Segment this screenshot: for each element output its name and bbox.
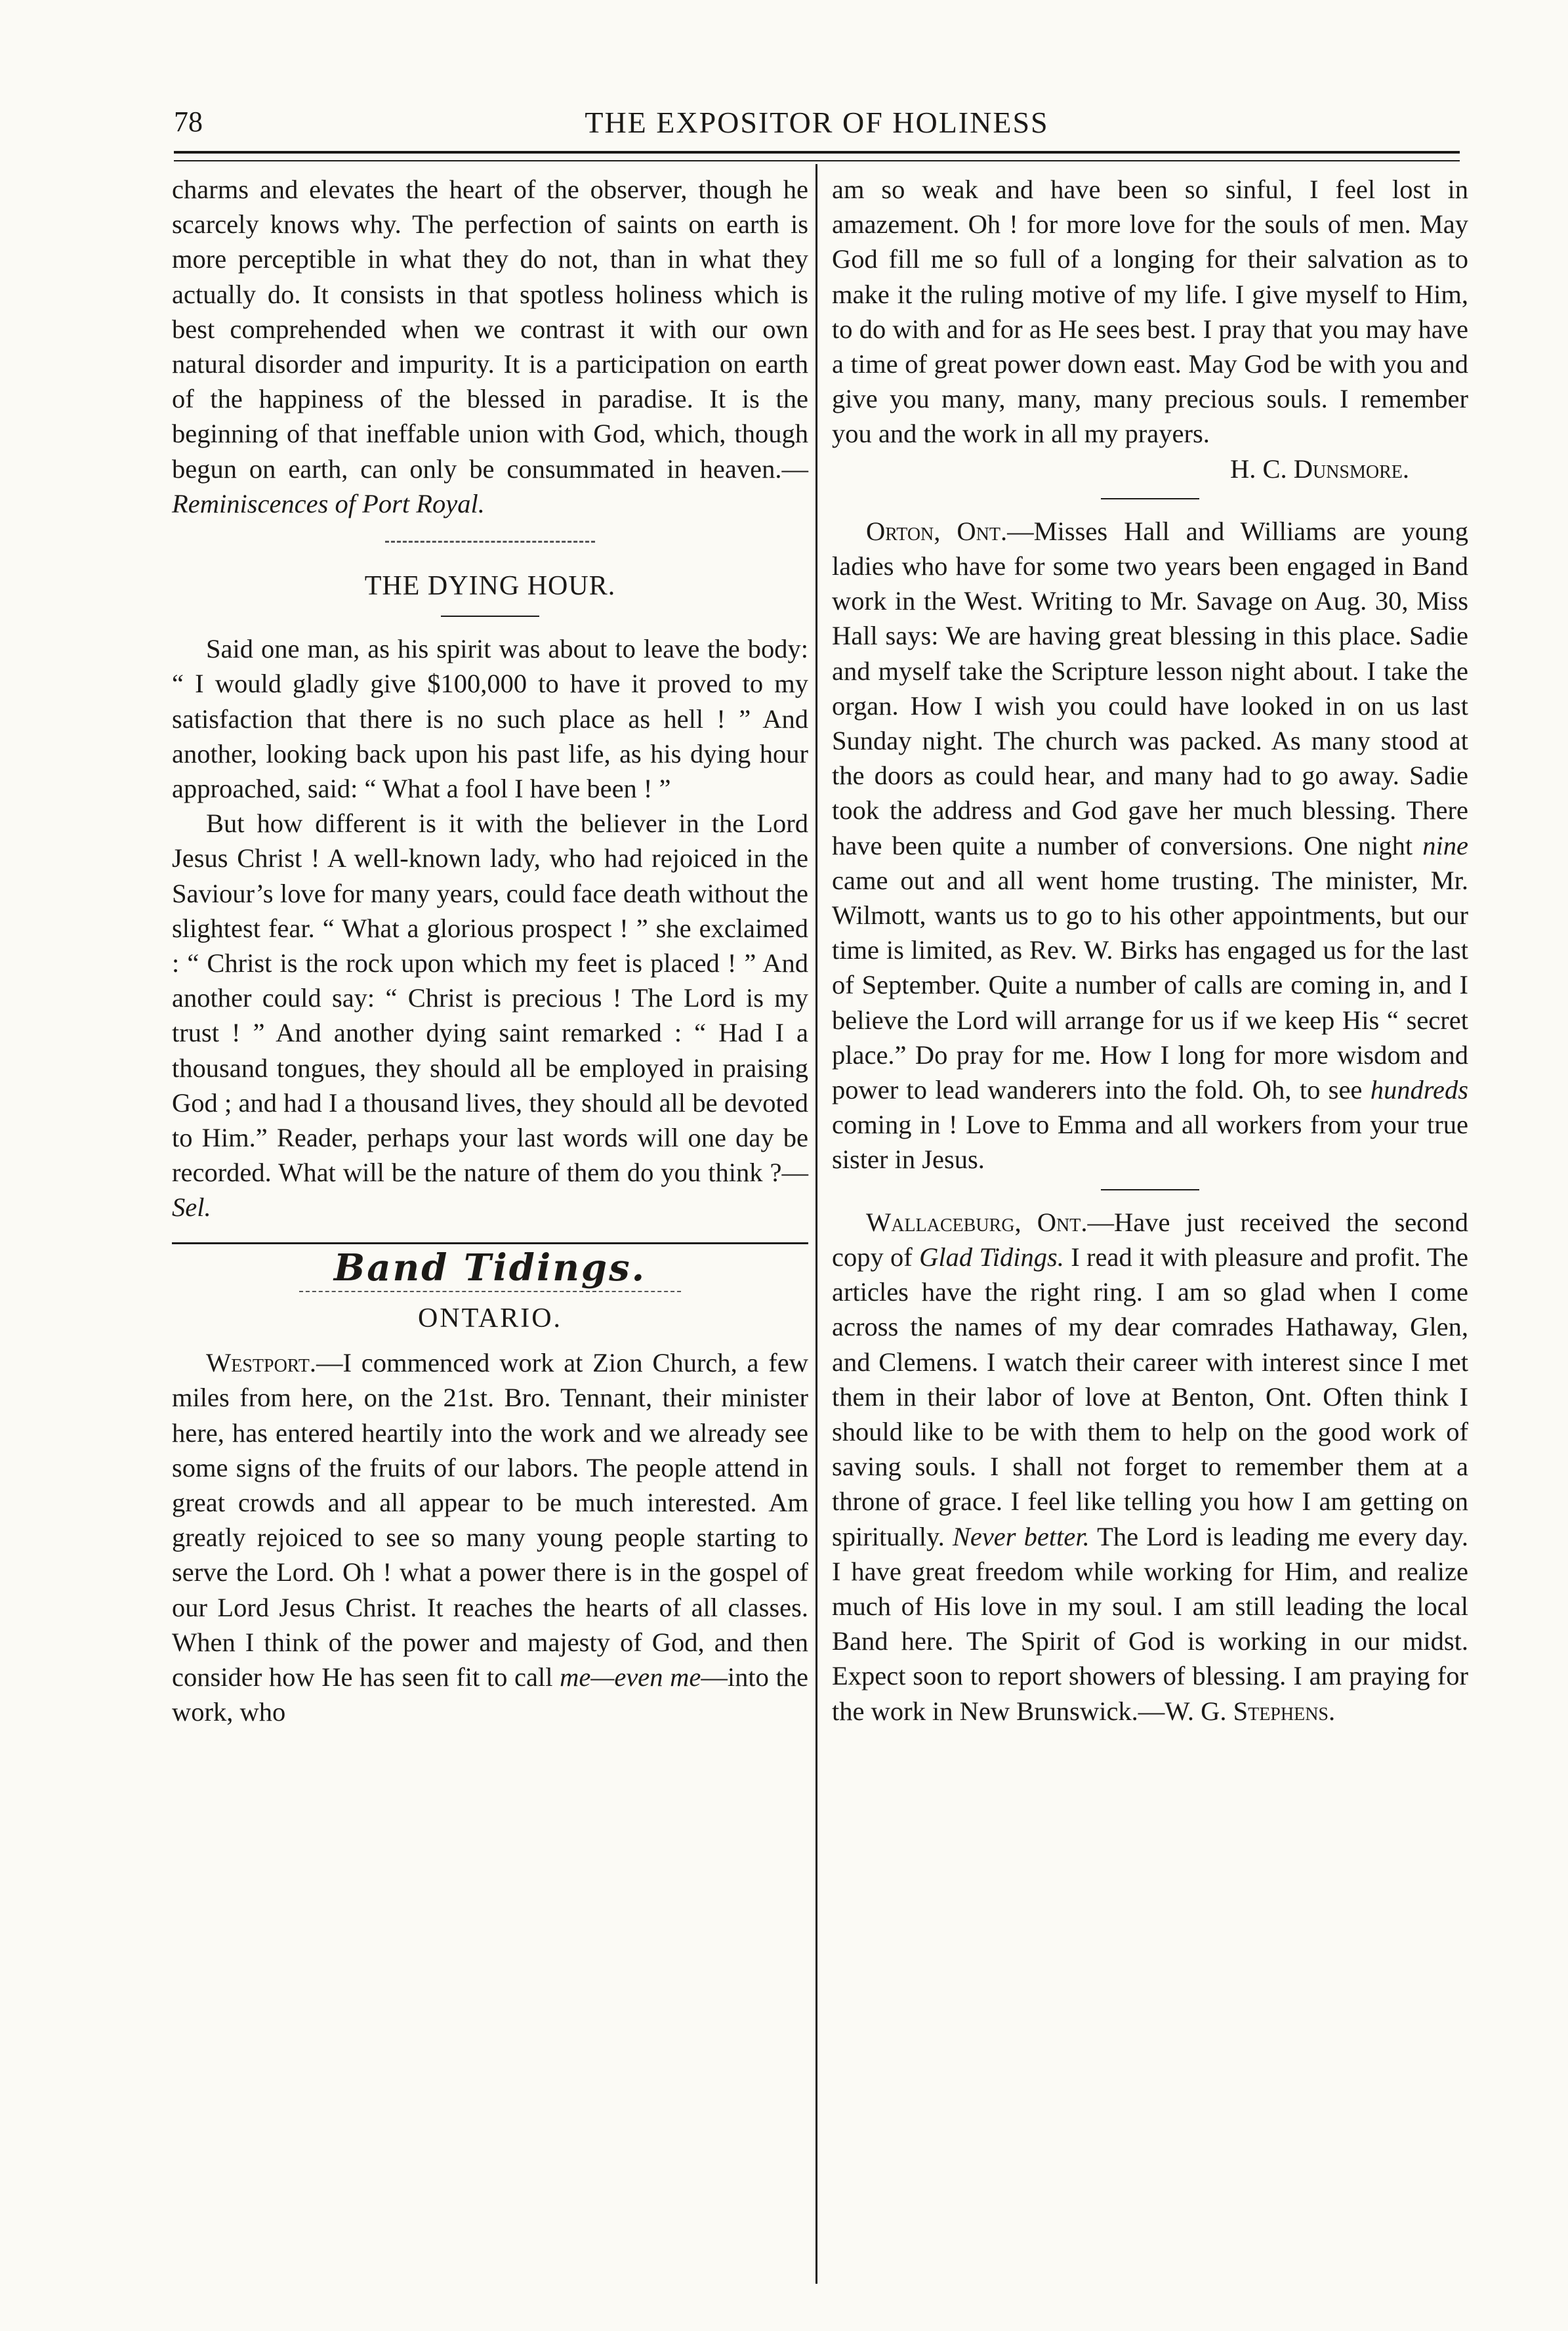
dying-hour-paragraph bbox=[172, 806, 808, 1225]
signature: H. C. Dunsmore. bbox=[1229, 453, 1409, 484]
report-text: —into the work, who bbox=[172, 1662, 809, 1727]
report-emphasis: me—even me bbox=[560, 1662, 701, 1692]
article-source: Reminiscences of Port Royal. bbox=[172, 488, 485, 518]
report-emphasis: Glad Tidings. bbox=[919, 1242, 1064, 1272]
report-emphasis: nine bbox=[1422, 830, 1468, 860]
letter-continuation: am so weak and have been so sinful, I feel lost in amazement. Oh ! for more love for the souls of men. May God fill me so full of a longing for their salvation as to make it the ruling motive of my life. I give myself to Him, to do with and for as He sees best. I pray that you may have a time of great power down east. May God be with you and give you many, many, many precious souls. I remember you and the work in all my prayers. bbox=[832, 175, 1468, 449]
column-divider bbox=[815, 164, 817, 2284]
page-number: 78 bbox=[174, 106, 203, 138]
section-rule bbox=[172, 1242, 808, 1244]
dying-hour-source: Sel. bbox=[172, 1192, 211, 1223]
report-place: Westport. bbox=[206, 1348, 317, 1378]
left-column bbox=[172, 172, 808, 1729]
report-text: —I commenced work at Zion Church, a few miles from here, on the 21st. Bro. Tennant, their minister here, has entered heartily into the work and we already see some signs of the fruits of our labors. The people attend in great crowds and all appear to be much interested. Am greatly rejoiced to see so many young people starting to serve the Lord. Oh ! what a power there is in the gospel of our Lord Jesus Christ. It reaches the hearts of all classes. When I think of the power and majesty of God, and then consider how He has seen fit to call bbox=[172, 1348, 808, 1692]
letter-rule bbox=[1101, 498, 1199, 499]
letter-rule bbox=[1101, 1189, 1199, 1190]
report-text: I read it with pleasure and profit. The articles have the right ring. I am so glad when I come across the names of my dear comrades Hathaway, Glen, and Clemens. I watch their career with interest since I met them in their labor of love at Benton, Ont. Often think I should like to be with them to help on the good work of saving souls. I shall not forget to remember them at a throne of grace. I feel like telling you how I am getting on spiritually. bbox=[832, 1242, 1468, 1551]
ontario-heading: ONTARIO. bbox=[417, 1303, 563, 1334]
westport-report bbox=[172, 1345, 808, 1729]
orton-report bbox=[832, 514, 1468, 1177]
dying-hour-text: But how different is it with the believer in the Lord Jesus Christ ! A well-known lady, who had rejoiced in the Saviour’s love for many years, could face death without the slightest fear. “ What a glorious prospect ! ” she exclaimed : “ Christ is the rock upon which my feet is placed ! ” And another could say: “ Christ is precious ! The Lord is my trust ! ” And another dying saint remarked : “ Had I a thousand tongues, they should all be employed in praising God ; and had I a thousand lives, they should all be devoted to Him.” Reader, perhaps your last words will one day be recorded. What will be the nature of them do you think ?— bbox=[172, 808, 808, 1188]
section-rule-thin bbox=[299, 1291, 681, 1292]
right-column bbox=[832, 172, 1468, 1729]
dying-hour-paragraph: Said one man, as his spirit was about to leave the body: “ I would gladly give $100,000 to have it proved to my satisfaction that there is no such place as hell ! ” And another, looking back upon his past life, as his dying hour approached, said: “ What a fool I have been ! ” bbox=[172, 634, 808, 804]
report-text: coming in ! Love to Emma and all workers from your true sister in Jesus. bbox=[832, 1110, 1468, 1175]
section-separator bbox=[385, 541, 595, 543]
page-header bbox=[174, 105, 1460, 151]
report-text: —Have just received the second copy of bbox=[832, 1207, 1468, 1272]
article-text: charms and elevates the heart of the observer, though he scarcely knows why. The perfection of saints on earth is more perceptible in what they do not, than in what they actually do. It consists in that spotless holiness which is best comprehended when we contrast it with our own natural disorder and impurity. It is a participation on earth of the happiness of the blessed in paradise. It is the beginning of that ineffable union with God, which, though begun on earth, can only be consummated in heaven.— bbox=[172, 175, 808, 484]
report-emphasis: Never better. bbox=[952, 1521, 1090, 1551]
band-tidings-heading: Band Tidings. bbox=[333, 1246, 647, 1290]
signature: W. G. Stephens. bbox=[1165, 1696, 1336, 1726]
report-emphasis: hundreds bbox=[1370, 1075, 1468, 1105]
report-text: came out and all went home trusting. The minister, Mr. Wilmott, wants us to go to his other appointments, but our time is limited, as Rev. W. Birks has engaged us for the last of September. Quite a number of calls are coming in, and I believe the Lord will arrange for us if we keep His “ secret place.” Do pray for me. How I long for more wisdom and power to lead wanderers into the fold. Oh, to see bbox=[832, 865, 1468, 1105]
journal-title: THE EXPOSITOR OF HOLINESS bbox=[585, 106, 1049, 139]
dying-hour-title: THE DYING HOUR. bbox=[364, 571, 616, 602]
report-place: Wallaceburg, Ont. bbox=[866, 1207, 1088, 1237]
report-text: —Misses Hall and Williams are young ladies who have for some two years been engaged in Band work in the West. Writing to Mr. Savage on Aug. 30, Miss Hall says: We are having great blessing in this place. Sadie and myself take the Scripture lesson night about. I take the organ. How I wish you could have looked in on us last Sunday night. The church was packed. As many stood at the doors as could hear, and many had to go away. Sadie took the address and God gave her much blessing. There have been quite a number of conversions. One night bbox=[832, 516, 1468, 860]
wallaceburg-report bbox=[832, 1205, 1468, 1729]
report-place: Orton, Ont. bbox=[866, 516, 1008, 546]
article-continuation bbox=[172, 172, 808, 521]
title-rule bbox=[441, 616, 539, 617]
header-rule bbox=[174, 151, 1460, 161]
report-text: The Lord is leading me every day. I have great freedom while working for Him, and realize much of His love in my soul. I am still leading the local Band here. The Spirit of God is working in our midst. Expect soon to report showers of blessing. I am praying for the work in New Brunswick.— bbox=[832, 1521, 1468, 1726]
